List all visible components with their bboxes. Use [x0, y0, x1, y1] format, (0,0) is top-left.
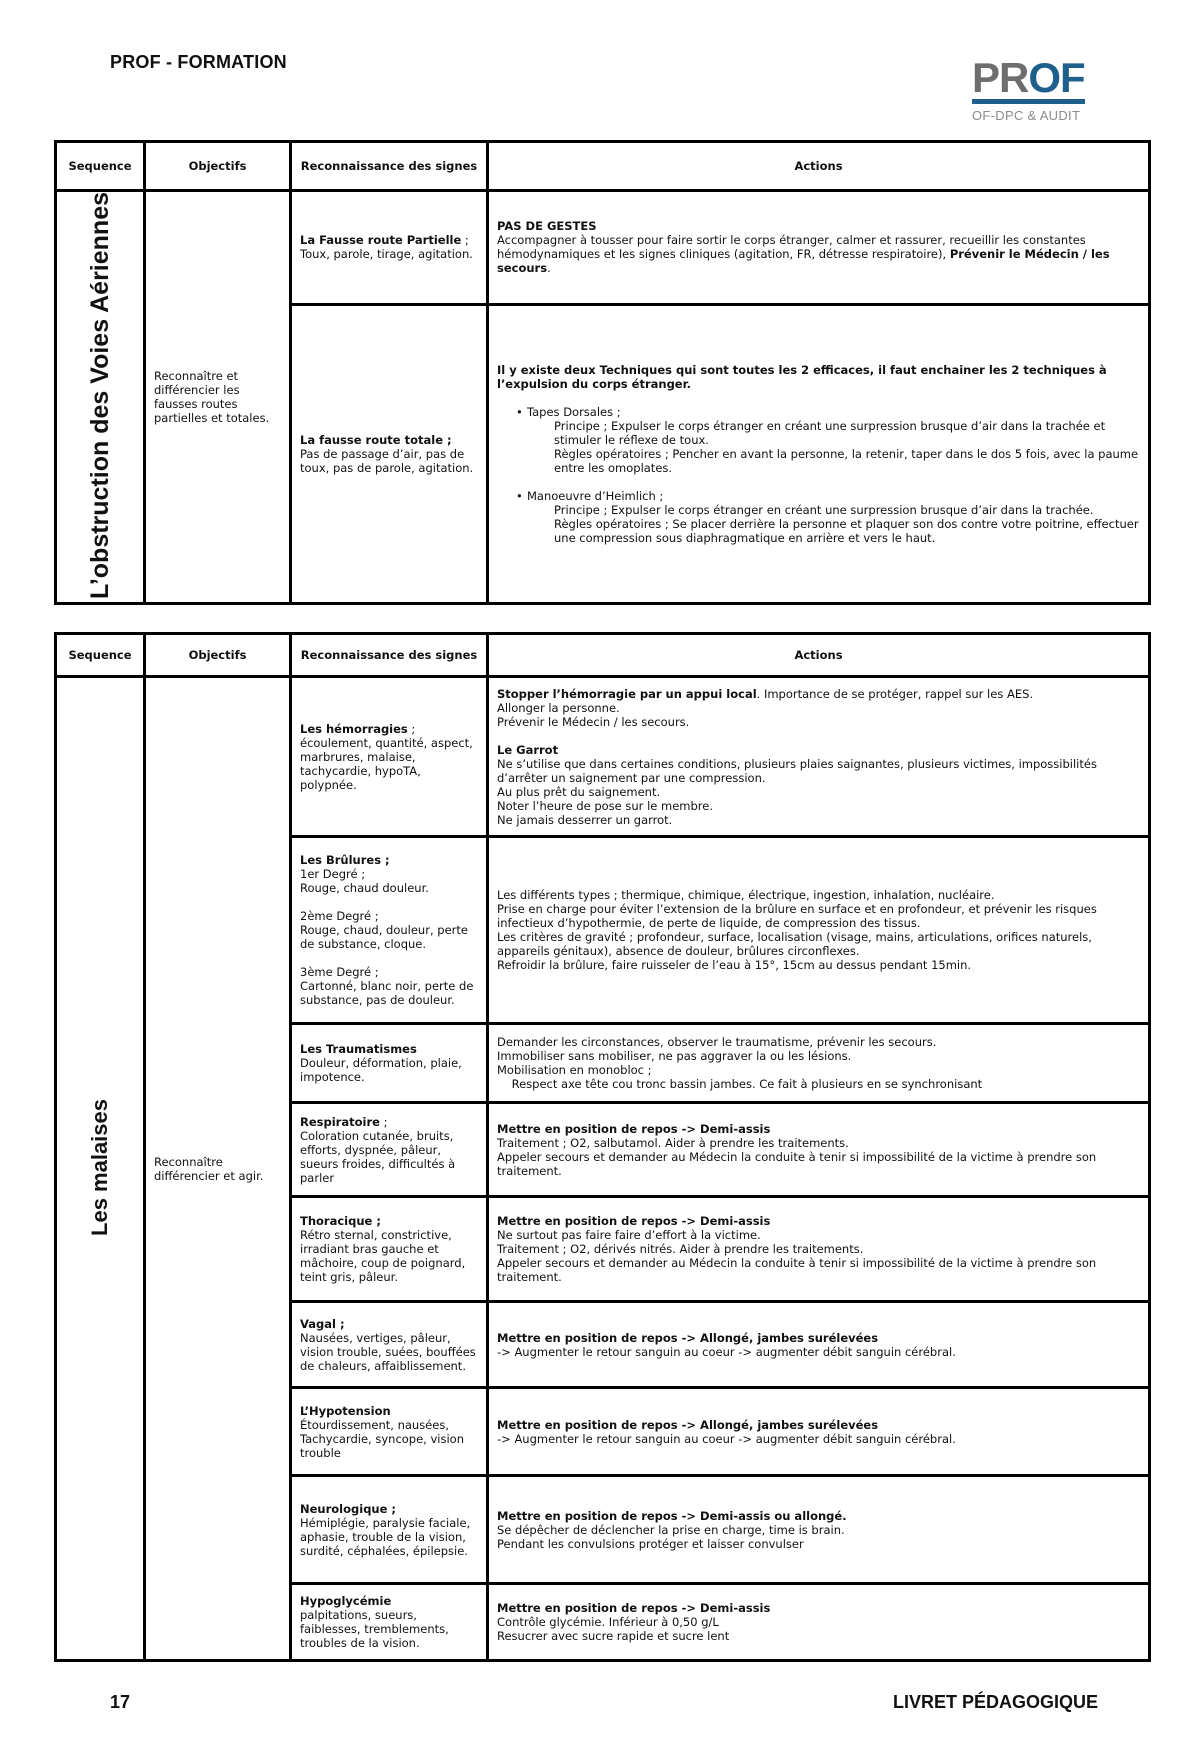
paragraph	[497, 1509, 1140, 1523]
paragraph	[300, 1056, 478, 1084]
logo-text-pr: PR	[972, 54, 1029, 101]
paragraph	[300, 1516, 478, 1558]
bold-text: Il y existe deux Techniques qui sont toutes les 2 efficaces, il faut enchainer les 2 techniques à l’expulsion du corps étranger.	[497, 362, 1107, 391]
text: Immobiliser sans mobiliser, ne pas aggraver la ou les lésions.	[497, 1049, 852, 1064]
paragraph	[497, 1136, 1140, 1150]
column-header-objectifs: Objectifs	[145, 142, 291, 191]
bold-text: Thoracique ;	[300, 1214, 381, 1229]
sequence-title: Les malaises	[87, 1098, 112, 1236]
text: Se dépêcher de déclencher la prise en charge, time is brain.	[497, 1522, 845, 1537]
text: Noter l’heure de pose sur le membre.	[497, 798, 713, 813]
sequence-cell	[56, 677, 145, 1661]
paragraph	[497, 1523, 1140, 1537]
text: 3ème Degré ;	[300, 965, 379, 980]
paragraph	[497, 1214, 1140, 1228]
signs-cell	[291, 304, 488, 603]
paragraph	[497, 757, 1140, 785]
text: Principe ; Expulser le corps étranger en créant une surpression brusque d’air dans la trachée et stimuler le réflexe de toux.	[554, 418, 1109, 447]
paragraph	[497, 475, 1140, 489]
column-header-actions: Actions	[488, 634, 1150, 677]
text: . Importance de se protéger, rappel sur les AES.	[756, 686, 1034, 701]
text: Traitement ; O2, dérivés nitrés. Aider à prendre les traitements.	[497, 1242, 864, 1257]
bold-text: Respiratoire	[300, 1114, 380, 1129]
paragraph	[497, 233, 1140, 275]
text: -> Augmenter le retour sanguin au coeur -> augmenter débit sanguin cérébral.	[497, 1344, 956, 1359]
malaises-table	[54, 632, 1151, 1662]
bold-text: Mettre en position de repos -> Demi-assis	[497, 1601, 771, 1616]
text: Hémiplégie, paralysie faciale, aphasie, trouble de la vision, surdité, céphalées, épilepsie.	[300, 1515, 474, 1558]
text: -> Augmenter le retour sanguin au coeur -> augmenter débit sanguin cérébral.	[497, 1431, 956, 1446]
column-header-sequence: Sequence	[56, 142, 145, 191]
paragraph	[497, 1077, 1140, 1091]
actions-cell	[488, 1584, 1150, 1661]
text: ;	[407, 721, 416, 736]
text: Prévenir le Médecin / les secours.	[497, 714, 690, 729]
paragraph	[497, 516, 1143, 545]
signs-cell	[291, 1197, 488, 1302]
text: Les différents types ; thermique, chimique, électrique, ingestion, inhalation, nucléaire.	[497, 888, 995, 903]
bold-text: Mettre en position de repos -> Allongé, jambes surélevées	[497, 1330, 879, 1345]
text: Étourdissement, nausées, Tachycardie, syncope, vision trouble	[300, 1417, 468, 1460]
text: Respect axe tête cou tronc bassin jambes. Ce fait à plusieurs en se synchronisant	[497, 1077, 983, 1092]
actions-cell	[488, 1388, 1150, 1476]
bold-text: Stopper l’hémorragie par un appui local	[497, 686, 757, 701]
paragraph	[497, 363, 1140, 391]
paragraph	[497, 1601, 1140, 1615]
paragraph	[497, 1063, 1140, 1077]
bold-text: L’Hypotension	[300, 1403, 391, 1418]
text: Contrôle glycémie. Inférieur à 0,50 g/L	[497, 1615, 719, 1630]
tables-container	[0, 140, 1200, 1662]
paragraph	[300, 1594, 478, 1608]
text: Rouge, chaud douleur.	[300, 881, 429, 896]
paragraph	[300, 909, 478, 923]
text: Douleur, déformation, plaie, impotence.	[300, 1056, 466, 1085]
table-row	[56, 191, 1150, 305]
bold-text: Le Garrot	[497, 742, 559, 757]
paragraph	[497, 1150, 1140, 1178]
paragraph	[497, 1345, 1140, 1359]
paragraph	[497, 1122, 1140, 1136]
text: Principe ; Expulser le corps étranger en créant une surpression brusque d’air dans la trachée.	[554, 502, 1094, 517]
paragraph	[497, 888, 1140, 902]
paragraph	[497, 1049, 1140, 1063]
paragraph	[300, 979, 478, 1007]
text: Manoeuvre d’Heimlich ;	[527, 488, 664, 503]
paragraph	[497, 1537, 1140, 1551]
page-number: 17	[110, 1692, 131, 1713]
paragraph	[497, 930, 1140, 958]
column-header-signes: Reconnaissance des signes	[291, 634, 488, 677]
paragraph	[497, 1035, 1140, 1049]
bold-text: Prévenir le Médecin / les secours	[497, 247, 1110, 276]
table-row	[56, 677, 1150, 837]
bold-text: La Fausse route Partielle	[300, 233, 462, 248]
paragraph	[497, 503, 1140, 517]
airway-obstruction-table	[54, 140, 1151, 605]
paragraph	[300, 923, 478, 951]
text: Règles opératoires ; Pencher en avant la personne, la retenir, taper dans le dos 5 fois, avec la paume entre les omoplates.	[554, 446, 1142, 475]
paragraph	[497, 785, 1140, 799]
signs-cell	[291, 1476, 488, 1584]
paragraph	[497, 1256, 1140, 1284]
text: Ne s’utilise que dans certaines conditions, plusieurs plaies saignantes, plusieurs victimes, impossibilités d’arrêter un saignement par une compression.	[497, 756, 1101, 785]
bold-text: PAS DE GESTES	[497, 219, 597, 234]
actions-cell	[488, 304, 1150, 603]
paragraph	[300, 965, 478, 979]
paragraph	[300, 1214, 478, 1228]
paragraph	[300, 233, 478, 247]
column-header-objectifs: Objectifs	[145, 634, 291, 677]
text: 1er Degré ;	[300, 867, 366, 882]
logo-subtitle: OF-DPC & AUDIT	[972, 108, 1081, 123]
paragraph	[300, 1331, 478, 1373]
paragraph	[497, 1228, 1140, 1242]
signs-cell	[291, 1388, 488, 1476]
paragraph	[300, 1404, 478, 1418]
paragraph	[497, 687, 1140, 701]
bold-text: Mettre en position de repos -> Demi-assis	[497, 1121, 771, 1136]
paragraph	[497, 799, 1140, 813]
paragraph	[300, 1502, 478, 1516]
bold-text: La fausse route totale ;	[300, 432, 452, 447]
text: Cartonné, blanc noir, perte de substance, pas de douleur.	[300, 979, 478, 1008]
paragraph	[497, 419, 1140, 447]
actions-cell	[488, 1476, 1150, 1584]
text: Au plus prêt du saignement.	[497, 784, 661, 799]
sequence-title: L’obstruction des Voies Aériennes	[85, 192, 114, 600]
document-header-title: PROF - FORMATION	[110, 52, 287, 72]
paragraph	[497, 489, 1140, 503]
signs-cell	[291, 677, 488, 837]
actions-cell	[488, 1302, 1150, 1388]
signs-cell	[291, 1103, 488, 1197]
signs-cell	[291, 1302, 488, 1388]
paragraph	[497, 1432, 1140, 1446]
column-header-sequence: Sequence	[56, 634, 145, 677]
text: Les critères de gravité ; profondeur, surface, localisation (visage, mains, articulations, orifices naturels, appareils génitaux), absence de douleur, brûlures circonflexes.	[497, 930, 1096, 959]
paragraph	[300, 1317, 478, 1331]
paragraph	[300, 1042, 478, 1056]
text: Pas de passage d’air, pas de toux, pas de parole, agitation.	[300, 446, 474, 475]
column-header-actions: Actions	[488, 142, 1150, 191]
bold-text: Hypoglycémie	[300, 1594, 392, 1609]
paragraph	[300, 881, 478, 895]
footer-label: LIVRET PÉDAGOGIQUE	[892, 1692, 1098, 1713]
text: Appeler secours et demander au Médecin la conduite à tenir si impossibilité de la victime à prendre son traitement.	[497, 1256, 1100, 1285]
logo-text-of: OF	[1028, 54, 1085, 101]
paragraph	[497, 219, 1140, 233]
paragraph	[497, 813, 1140, 827]
paragraph	[300, 867, 478, 881]
paragraph	[300, 722, 478, 736]
signs-cell	[291, 837, 488, 1024]
text: Accompagner à tousser pour faire sortir le corps étranger, calmer et rassurer, recueillir les constantes hémodynamiques et les signes cliniques (agitation, FR, détresse respiratoire),	[497, 233, 1090, 262]
header-row	[56, 142, 1150, 191]
paragraph	[497, 1242, 1140, 1256]
text: Ne jamais desserrer un garrot.	[497, 812, 673, 827]
paragraph	[497, 405, 1140, 419]
bold-text: Les hémorragies	[300, 721, 408, 736]
signs-cell	[291, 1584, 488, 1661]
actions-cell	[488, 837, 1150, 1024]
signs-cell	[291, 191, 488, 305]
bold-text: Vagal ;	[300, 1316, 345, 1331]
paragraph	[300, 895, 478, 909]
paragraph	[300, 1129, 478, 1185]
paragraph	[300, 1608, 478, 1650]
paragraph	[300, 951, 478, 965]
text: Nausées, vertiges, pâleur, vision trouble, suées, bouffées de chaleurs, affaiblissement.	[300, 1330, 480, 1373]
paragraph	[497, 958, 1140, 972]
bold-text: Mettre en position de repos -> Allongé, jambes surélevées	[497, 1417, 879, 1432]
text: Prise en charge pour éviter l’extension de la brûlure en surface et en profondeur, et prévenir les risques infectieux d’hypothermie, de perte de liquide, de compression des tissus.	[497, 902, 1101, 931]
bold-text: Les Brûlures ;	[300, 853, 390, 868]
paragraph	[300, 433, 478, 447]
text: Allonger la personne.	[497, 700, 620, 715]
bold-text: Mettre en position de repos -> Demi-assis ou allongé.	[497, 1508, 847, 1523]
paragraph	[497, 715, 1140, 729]
paragraph	[300, 247, 478, 261]
actions-cell	[488, 1103, 1150, 1197]
prof-logo	[972, 54, 1097, 130]
text: Traitement ; O2, salbutamol. Aider à prendre les traitements.	[497, 1135, 849, 1150]
header-row	[56, 634, 1150, 677]
paragraph	[497, 1629, 1140, 1643]
text: ;	[379, 1114, 388, 1129]
objectives-cell: Reconnaître différencier et agir.	[145, 677, 291, 1661]
text: Ne surtout pas faire faire d’effort à la victime.	[497, 1228, 761, 1243]
text: Rouge, chaud, douleur, perte de substance, cloque.	[300, 923, 472, 952]
paragraph	[497, 1331, 1140, 1345]
paragraph	[497, 391, 1140, 405]
paragraph	[300, 447, 478, 475]
bold-text: Neurologique ;	[300, 1501, 397, 1516]
paragraph	[300, 1115, 478, 1129]
text: Resucrer avec sucre rapide et sucre lent	[497, 1629, 730, 1644]
paragraph	[300, 1418, 478, 1460]
text: Tapes Dorsales ;	[527, 404, 621, 419]
text: écoulement, quantité, aspect, marbrures, malaise, tachycardie, hypoTA, polypnée.	[300, 735, 477, 792]
actions-cell	[488, 677, 1150, 837]
paragraph	[300, 853, 478, 867]
sequence-cell	[56, 191, 145, 604]
objectives-cell: Reconnaître et différencier les fausses routes partielles et totales.	[145, 191, 291, 604]
text: Pendant les convulsions protéger et laisser convulser	[497, 1536, 804, 1551]
page-footer	[0, 1662, 1200, 1713]
text: Appeler secours et demander au Médecin la conduite à tenir si impossibilité de la victime à prendre son traitement.	[497, 1149, 1100, 1178]
paragraph	[300, 736, 478, 792]
actions-cell	[488, 1197, 1150, 1302]
signs-cell	[291, 1024, 488, 1103]
text: Refroidir la brûlure, faire ruisseler de l’eau à 15°, 15cm au dessus pendant 15min.	[497, 958, 972, 973]
bold-text: Les Traumatismes	[300, 1042, 417, 1057]
text: ;	[461, 233, 469, 248]
paragraph	[497, 447, 1140, 475]
paragraph	[497, 743, 1140, 757]
text: palpitations, sueurs, faiblesses, tremblements, troubles de la vision.	[300, 1608, 453, 1651]
text: Règles opératoires ; Se placer derrière la personne et plaquer son dos contre votre poitrine, effectuer une compression sous diaphragmatique en arrière et vers le haut.	[554, 516, 1143, 545]
text: Coloration cutanée, bruits, efforts, dyspnée, pâleur, sueurs froides, difficultés à parler	[300, 1128, 459, 1185]
text: Toux, parole, tirage, agitation.	[300, 247, 473, 262]
page-header	[0, 0, 1200, 140]
paragraph	[497, 902, 1140, 930]
actions-cell	[488, 1024, 1150, 1103]
bold-text: Mettre en position de repos -> Demi-assis	[497, 1214, 771, 1229]
paragraph	[497, 1418, 1140, 1432]
actions-cell	[488, 191, 1150, 305]
paragraph	[497, 701, 1140, 715]
text: Rétro sternal, constrictive, irradiant bras gauche et mâchoire, coup de poignard, teint gris, pâleur.	[300, 1228, 469, 1285]
column-header-signes: Reconnaissance des signes	[291, 142, 488, 191]
paragraph	[300, 1228, 478, 1284]
text: 2ème Degré ;	[300, 909, 379, 924]
text: Mobilisation en monobloc ;	[497, 1063, 652, 1078]
paragraph	[497, 1615, 1140, 1629]
paragraph	[497, 729, 1140, 743]
text: .	[547, 261, 551, 276]
text: Demander les circonstances, observer le traumatisme, prévenir les secours.	[497, 1035, 937, 1050]
